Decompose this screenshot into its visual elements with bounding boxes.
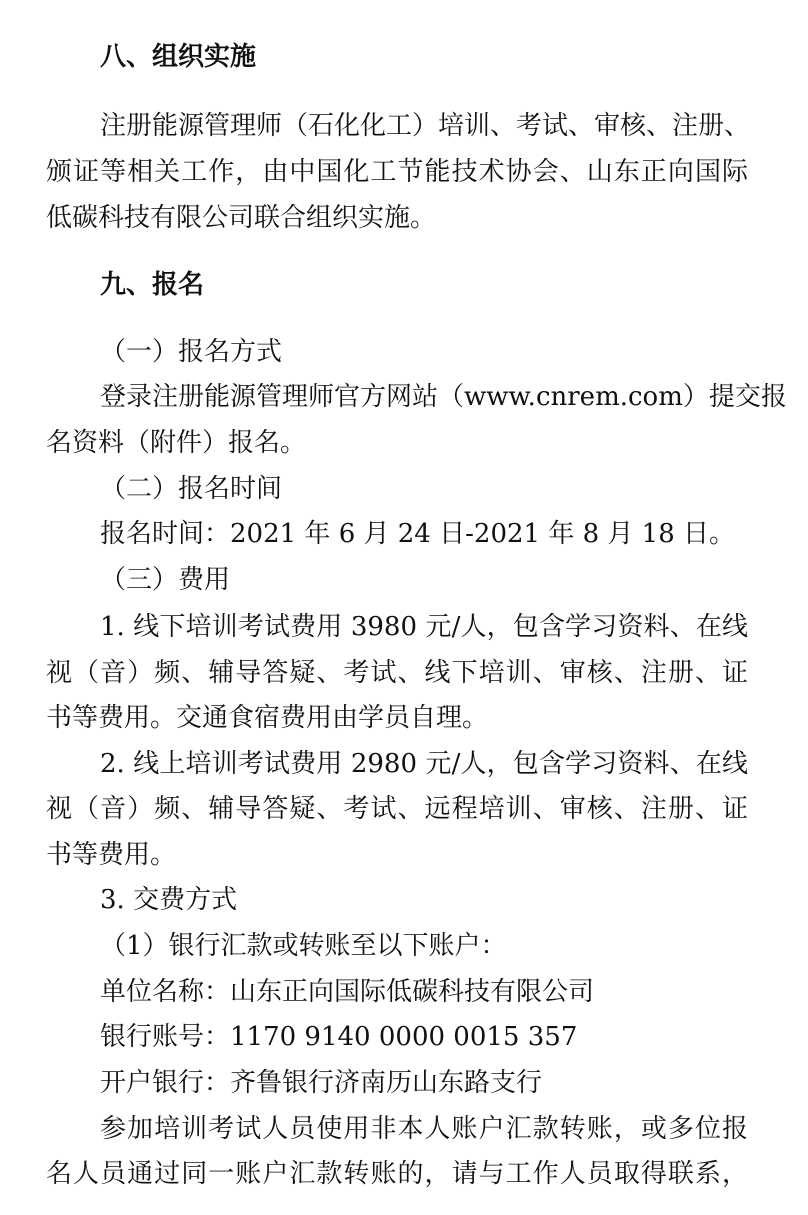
signup-method-line-1: 登录注册能源管理师官方网站（www.cnrem.com）提交报 (100, 382, 787, 412)
fee-title: （三）费用 (100, 565, 231, 595)
signup-method-line-2: 名资料（附件）报名。 (46, 428, 307, 458)
bank-transfer-subtitle: （1）银行汇款或转账至以下账户： (100, 931, 507, 961)
section-8-paragraph-line-3: 低碳科技有限公司联合组织实施。 (46, 203, 437, 233)
fee-offline-line-2: 视（音）频、辅导答疑、考试、线下培训、审核、注册、证 (46, 658, 748, 688)
fee-offline-line-1: 1. 线下培训考试费用 3980 元/人，包含学习资料、在线 (100, 612, 748, 642)
signup-time-title: （二）报名时间 (100, 474, 283, 504)
payment-method-title: 3. 交费方式 (100, 885, 238, 915)
section-9-heading: 九、报名 (100, 270, 205, 300)
transfer-note-line-1: 参加培训考试人员使用非本人账户汇款转账，或多位报 (100, 1114, 748, 1144)
fee-offline-line-3: 书等费用。交通食宿费用由学员自理。 (46, 703, 489, 733)
section-8-paragraph-line-1: 注册能源管理师（石化化工）培训、考试、审核、注册、 (100, 111, 751, 141)
section-8-paragraph-line-2: 颁证等相关工作，由中国化工节能技术协会、山东正向国际 (46, 157, 748, 187)
account-number: 银行账号：1170 9140 0000 0015 357 (100, 1022, 578, 1052)
signup-time-text: 报名时间：2021 年 6 月 24 日-2021 年 8 月 18 日。 (100, 519, 736, 549)
transfer-note-line-2: 名人员通过同一账户汇款转账的，请与工作人员取得联系， (46, 1159, 748, 1189)
fee-online-line-3: 书等费用。 (46, 840, 177, 870)
fee-online-line-1: 2. 线上培训考试费用 2980 元/人，包含学习资料、在线 (100, 749, 748, 779)
section-8-heading: 八、组织实施 (100, 42, 257, 72)
fee-online-line-2: 视（音）频、辅导答疑、考试、远程培训、审核、注册、证 (46, 794, 748, 824)
account-name: 单位名称：山东正向国际低碳科技有限公司 (100, 977, 595, 1007)
opening-bank: 开户银行：齐鲁银行济南历山东路支行 (100, 1068, 543, 1098)
signup-method-title: （一）报名方式 (100, 337, 283, 367)
